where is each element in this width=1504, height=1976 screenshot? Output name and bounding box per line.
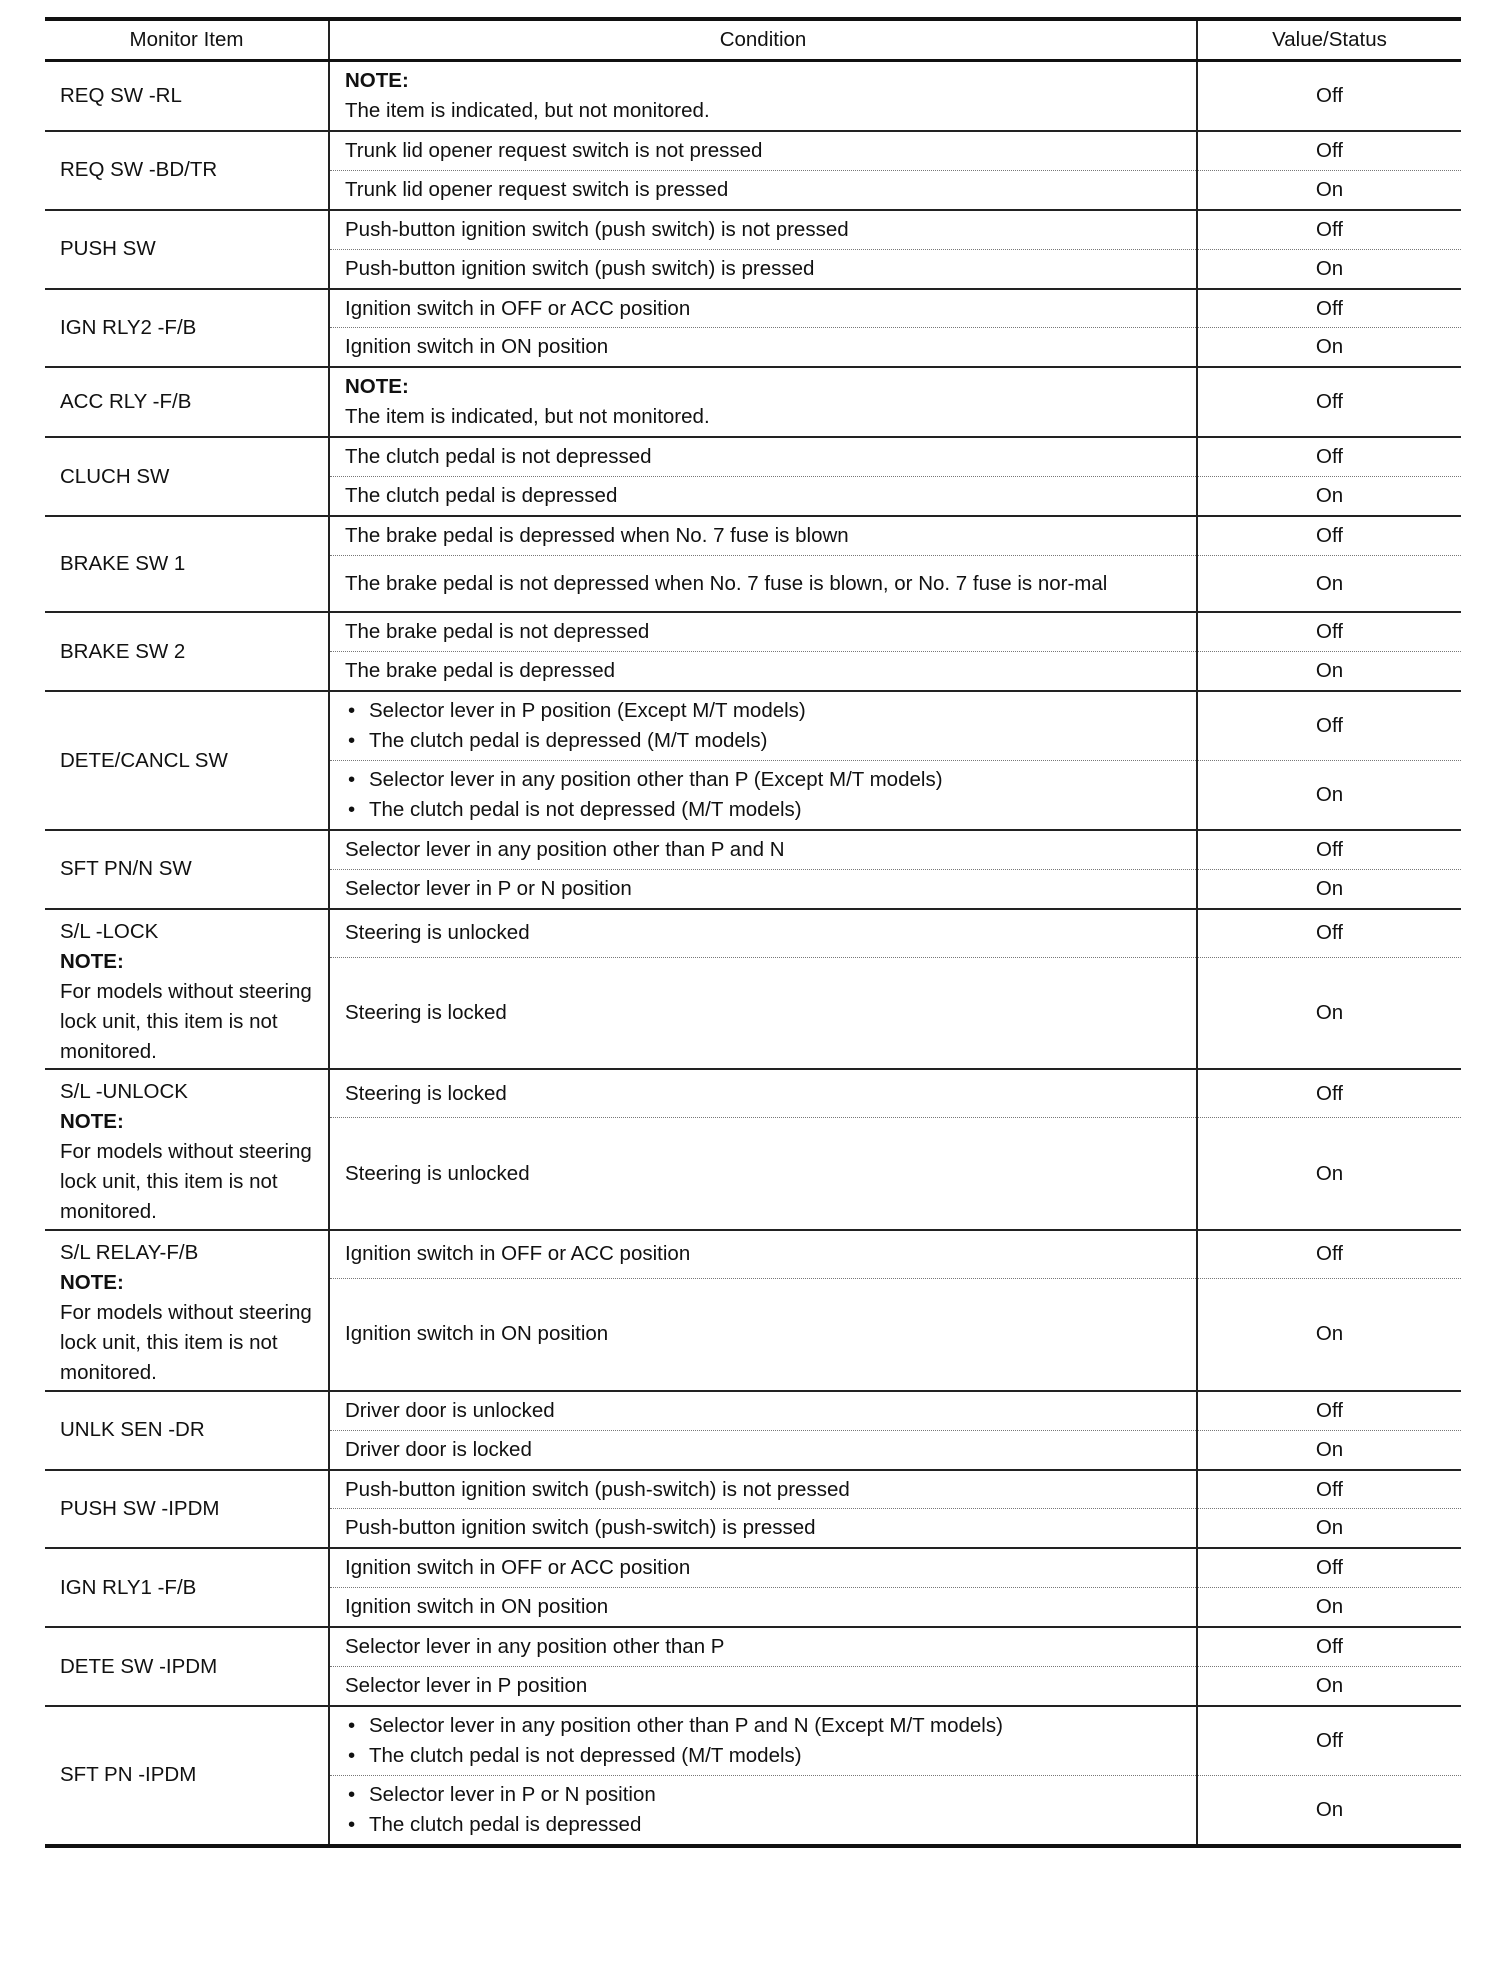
item-note-text: For models without steering lock unit, this item is not monitored. [60,1140,312,1224]
value-status-cell: On [1197,249,1461,288]
condition-text: Steering is unlocked [345,1161,530,1185]
value-status-cell: On [1197,328,1461,367]
condition-text: Push-button ignition switch (push switch) is not pressed [345,217,849,241]
monitor-item-name: S/L RELAY-F/B [60,1241,199,1265]
value-status-cell: Off [1197,516,1461,555]
table-body [45,61,1461,1846]
condition-bullet: • Selector lever in P position (Except M/T models) [345,696,1182,726]
condition-cell [329,289,1197,328]
condition-cell [329,1775,1197,1845]
table-row [45,909,1461,957]
condition-cell [329,328,1197,367]
item-note-text: For models without steering lock unit, this item is not monitored. [60,1300,312,1384]
monitor-item-cell [45,437,329,516]
monitor-item-cell [45,1627,329,1706]
monitor-item-name: S/L -LOCK [60,919,159,943]
condition-cell [329,1470,1197,1509]
condition-cell [329,131,1197,170]
header-monitor-item: Monitor Item [45,19,329,61]
monitor-item-name: PUSH SW [60,237,156,261]
condition-text: Ignition switch in OFF or ACC position [345,1242,691,1266]
monitor-item-cell [45,830,329,909]
monitor-item-cell [45,612,329,691]
condition-text: Ignition switch in ON position [345,1322,609,1346]
condition-text: Push-button ignition switch (push-switch) is pressed [345,1516,816,1540]
condition-bullet: • The clutch pedal is not depressed (M/T models) [345,1741,1182,1771]
value-status-cell: Off [1197,1470,1461,1509]
monitor-item-name: ACC RLY -F/B [60,390,192,414]
condition-cell [329,1667,1197,1706]
condition-text: The item is indicated, but not monitored. [345,405,710,429]
table-row [45,289,1461,328]
condition-bullet: • Selector lever in any position other than P and N (Except M/T models) [345,1711,1182,1741]
condition-cell [329,170,1197,209]
condition-cell [329,612,1197,651]
table-row [45,210,1461,249]
monitor-item-name: DETE SW -IPDM [60,1654,218,1678]
table-row [45,1230,1461,1278]
condition-cell [329,61,1197,131]
condition-text: Selector lever in any position other than P and N [345,838,785,862]
monitor-item-cell [45,1069,329,1230]
condition-cell [329,437,1197,476]
header-condition: Condition [329,19,1197,61]
value-status-cell: Off [1197,909,1461,957]
table-row [45,1069,1461,1117]
condition-cell [329,909,1197,957]
table-row [45,1391,1461,1430]
monitor-item-cell [45,909,329,1070]
monitor-item-name: S/L -UNLOCK [60,1080,188,1104]
table-row [45,691,1461,760]
table-row [45,1548,1461,1587]
item-note-heading: NOTE: [60,949,124,973]
value-status-cell: On [1197,652,1461,691]
condition-cell [329,1430,1197,1469]
value-status-cell: Off [1197,612,1461,651]
value-status-cell: Off [1197,210,1461,249]
condition-bullet: • The clutch pedal is depressed (M/T models) [345,726,1182,756]
value-status-cell: On [1197,869,1461,908]
monitor-item-name: SFT PN -IPDM [60,1763,197,1787]
condition-text: Push-button ignition switch (push switch) is pressed [345,256,815,280]
condition-cell [329,1069,1197,1117]
condition-text: The clutch pedal is depressed [345,484,618,508]
condition-cell [329,367,1197,437]
monitor-item-table [45,17,1461,1848]
monitor-item-cell [45,1470,329,1549]
condition-cell [329,869,1197,908]
condition-text: Ignition switch in ON position [345,1595,609,1619]
condition-text: The brake pedal is not depressed [345,620,650,644]
condition-text: The brake pedal is depressed [345,659,616,683]
value-status-cell: On [1197,761,1461,830]
value-status-cell: Off [1197,1391,1461,1430]
value-status-cell: On [1197,555,1461,612]
value-status-cell: Off [1197,289,1461,328]
monitor-item-cell [45,61,329,131]
condition-cell [329,957,1197,1069]
monitor-item-cell [45,289,329,368]
monitor-item-cell [45,1391,329,1470]
value-status-cell: On [1197,477,1461,516]
condition-text: The item is indicated, but not monitored. [345,98,710,122]
condition-text: Steering is locked [345,1081,507,1105]
monitor-item-cell [45,131,329,210]
condition-note-heading: NOTE: [345,375,409,399]
monitor-item-name: BRAKE SW 1 [60,552,186,576]
condition-cell [329,477,1197,516]
value-status-cell: Off [1197,691,1461,760]
value-status-cell: Off [1197,1706,1461,1775]
condition-cell [329,1706,1197,1775]
condition-text: Driver door is unlocked [345,1398,555,1422]
table-row [45,612,1461,651]
monitor-item-name: IGN RLY1 -F/B [60,1575,197,1599]
condition-cell [329,652,1197,691]
value-status-cell: On [1197,957,1461,1069]
condition-text: The clutch pedal is not depressed [345,445,652,469]
value-status-cell: On [1197,1509,1461,1548]
monitor-item-cell [45,1230,329,1391]
value-status-cell: Off [1197,367,1461,437]
monitor-item-cell [45,210,329,289]
table-row [45,1627,1461,1666]
monitor-item-name: UNLK SEN -DR [60,1418,205,1442]
condition-cell [329,1588,1197,1627]
monitor-item-cell [45,367,329,437]
condition-cell [329,1548,1197,1587]
condition-text: Selector lever in P position [345,1674,588,1698]
monitor-item-cell [45,691,329,830]
condition-bullet: • Selector lever in P or N position [345,1780,1182,1810]
table-row [45,1470,1461,1509]
monitor-item-name: REQ SW -RL [60,83,182,107]
monitor-item-name: DETE/CANCL SW [60,748,228,772]
value-status-cell: On [1197,1775,1461,1845]
monitor-item-cell [45,1706,329,1846]
table-row [45,367,1461,437]
item-note-text: For models without steering lock unit, this item is not monitored. [60,979,312,1063]
table-header [45,19,1461,61]
condition-note-heading: NOTE: [345,69,409,92]
condition-cell [329,1230,1197,1278]
condition-cell [329,516,1197,555]
table-row [45,516,1461,555]
value-status-cell: On [1197,1430,1461,1469]
condition-bullet: • The clutch pedal is not depressed (M/T models) [345,795,1182,825]
condition-text: Steering is locked [345,1001,507,1025]
condition-text: Ignition switch in OFF or ACC position [345,1556,691,1580]
condition-text: The brake pedal is not depressed when No. 7 fuse is blown, or No. 7 fuse is nor-mal [345,571,1108,595]
condition-cell [329,1391,1197,1430]
monitor-item-name: IGN RLY2 -F/B [60,315,197,339]
condition-text: Steering is unlocked [345,921,530,945]
value-status-cell: On [1197,170,1461,209]
table-row [45,437,1461,476]
monitor-item-name: PUSH SW -IPDM [60,1496,220,1520]
monitor-item-name: SFT PN/N SW [60,857,192,881]
condition-cell [329,1118,1197,1230]
condition-cell [329,1278,1197,1390]
value-status-cell: Off [1197,131,1461,170]
condition-bullet: • The clutch pedal is depressed [345,1810,1182,1840]
condition-text: Ignition switch in ON position [345,335,609,359]
value-status-cell: Off [1197,1069,1461,1117]
value-status-cell: Off [1197,1548,1461,1587]
condition-text: The brake pedal is depressed when No. 7 fuse is blown [345,524,849,548]
value-status-cell: Off [1197,61,1461,131]
value-status-cell: On [1197,1588,1461,1627]
monitor-item-cell [45,1548,329,1627]
condition-cell [329,1509,1197,1548]
condition-text: Driver door is locked [345,1437,532,1461]
condition-cell [329,1627,1197,1666]
value-status-cell: Off [1197,1627,1461,1666]
item-note-heading: NOTE: [60,1271,124,1294]
condition-cell [329,555,1197,612]
table-row [45,1706,1461,1775]
header-row [45,19,1461,61]
monitor-table-container [45,17,1461,1848]
condition-cell [329,830,1197,869]
value-status-cell: Off [1197,1230,1461,1278]
value-status-cell: On [1197,1667,1461,1706]
value-status-cell: Off [1197,830,1461,869]
monitor-item-name: REQ SW -BD/TR [60,158,218,182]
condition-text: Trunk lid opener request switch is pressed [345,177,729,201]
value-status-cell: On [1197,1118,1461,1230]
condition-text: Selector lever in any position other than P [345,1635,725,1659]
condition-text: Trunk lid opener request switch is not pressed [345,138,763,162]
value-status-cell: On [1197,1278,1461,1390]
condition-cell [329,249,1197,288]
table-row [45,830,1461,869]
monitor-item-name: BRAKE SW 2 [60,639,186,663]
condition-text: Push-button ignition switch (push-switch) is not pressed [345,1477,850,1501]
condition-cell [329,761,1197,830]
condition-bullet: • Selector lever in any position other than P (Except M/T models) [345,765,1182,795]
condition-text: Ignition switch in OFF or ACC position [345,296,691,320]
item-note-heading: NOTE: [60,1110,124,1134]
monitor-item-name: CLUCH SW [60,464,170,488]
condition-cell [329,691,1197,760]
condition-cell [329,210,1197,249]
value-status-cell: Off [1197,437,1461,476]
condition-text: Selector lever in P or N position [345,876,632,900]
table-row [45,131,1461,170]
table-row [45,61,1461,131]
monitor-item-cell [45,516,329,612]
header-value-status: Value/Status [1197,19,1461,61]
